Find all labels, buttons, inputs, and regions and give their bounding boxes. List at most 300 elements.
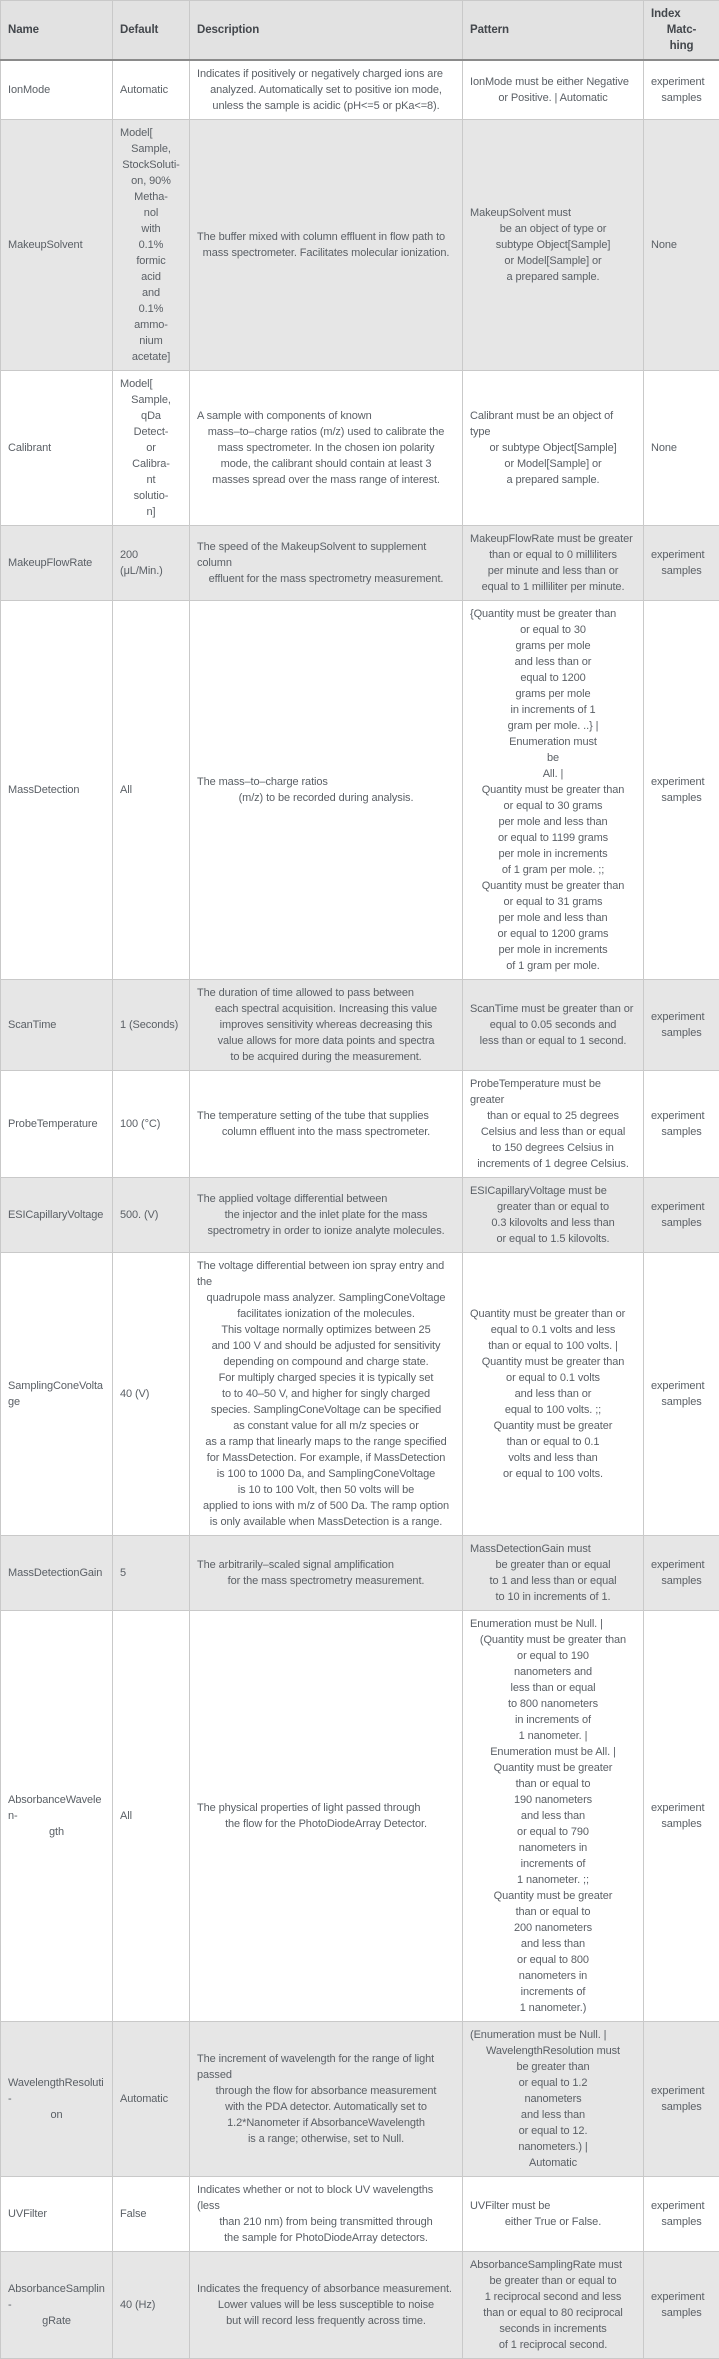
cell-line: seconds in increments [470, 2321, 636, 2337]
cell-line: through the flow for absorbance measurement [197, 2083, 455, 2099]
cell-default [113, 1536, 190, 1611]
cell-line: Quantity must be greater [470, 1760, 636, 1776]
cell-line: be greater than [470, 2059, 636, 2075]
cell-index-matching [644, 60, 719, 120]
cell-line: analyzed. Automatically set to positive ion mode, [197, 82, 455, 98]
table-row [1, 980, 719, 1071]
cell-line: is only available when MassDetection is a range. [197, 1514, 455, 1530]
cell-line: experiment [651, 1108, 712, 1124]
cell-description [190, 1178, 463, 1253]
cell-line: This voltage normally optimizes between 25 [197, 1322, 455, 1338]
cell-line: acetate] [120, 349, 182, 365]
cell-line: n] [120, 504, 182, 520]
cell-line: AbsorbanceSamplin- [8, 2281, 105, 2313]
cell-line: 500. (V) [120, 1207, 182, 1223]
cell-pattern [463, 1253, 644, 1536]
cell-pattern [463, 1611, 644, 2022]
cell-line: Pattern [470, 22, 636, 38]
cell-pattern [463, 2252, 644, 2359]
cell-line: nanometers [470, 2091, 636, 2107]
cell-line: of 1 gram per mole. ;; [470, 862, 636, 878]
cell-line: 200 nanometers [470, 1920, 636, 1936]
cell-line: column effluent into the mass spectrometer. [197, 1124, 455, 1140]
cell-index-matching [644, 601, 719, 980]
cell-name [1, 1611, 113, 2022]
cell-line: is 10 to 100 Volt, then 50 volts will be [197, 1482, 455, 1498]
cell-line: MakeupSolvent [8, 237, 105, 253]
cell-description [190, 526, 463, 601]
cell-line: and less than or [470, 654, 636, 670]
cell-line: equal to 0.1 volts and less [470, 1322, 636, 1338]
table-row [1, 2022, 719, 2177]
cell-pattern [463, 1536, 644, 1611]
cell-name [1, 60, 113, 120]
cell-line: ammo- [120, 317, 182, 333]
cell-line: Calibra- [120, 456, 182, 472]
cell-line: to 800 nanometers [470, 1696, 636, 1712]
cell-line: depending on compound and charge state. [197, 1354, 455, 1370]
cell-line: Index [651, 6, 712, 22]
cell-line: a prepared sample. [470, 472, 636, 488]
column-header-name [1, 1, 113, 61]
cell-line: or equal to 12. [470, 2123, 636, 2139]
cell-line: A sample with components of known [197, 408, 455, 424]
table-header [1, 1, 719, 61]
cell-line: samples [651, 1215, 712, 1231]
cell-line: mass spectrometer. Facilitates molecular ionization. [197, 245, 455, 261]
cell-line: Description [197, 22, 455, 38]
cell-line: or equal to 31 grams [470, 894, 636, 910]
cell-line: samples [651, 2099, 712, 2115]
cell-pattern [463, 526, 644, 601]
cell-name [1, 2252, 113, 2359]
cell-line: acid [120, 269, 182, 285]
cell-line: masses spread over the mass range of interest. [197, 472, 455, 488]
cell-pattern [463, 601, 644, 980]
cell-line: ProbeTemperature must be greater [470, 1076, 636, 1108]
cell-line: gram per mole. ..} | [470, 718, 636, 734]
table-body [1, 60, 719, 2359]
cell-line: UVFilter [8, 2206, 105, 2222]
cell-line: Enumeration must be Null. | [470, 1616, 636, 1632]
cell-line: experiment [651, 2289, 712, 2305]
cell-line: of 1 reciprocal second. [470, 2337, 636, 2353]
cell-line: or Model[Sample] or [470, 456, 636, 472]
column-header-description [190, 1, 463, 61]
cell-default [113, 2022, 190, 2177]
cell-line: for MassDetection. For example, if MassDetection [197, 1450, 455, 1466]
cell-line: on, 90% [120, 173, 182, 189]
cell-default [113, 2252, 190, 2359]
cell-line: (Quantity must be greater than [470, 1632, 636, 1648]
cell-line: gRate [8, 2313, 105, 2329]
cell-line: grams per mole [470, 686, 636, 702]
cell-line: is a range; otherwise, set to Null. [197, 2131, 455, 2147]
cell-name [1, 601, 113, 980]
cell-description [190, 1611, 463, 2022]
cell-line: The mass–to–charge ratios [197, 774, 455, 790]
cell-line: be [470, 750, 636, 766]
cell-line: nanometers in [470, 1840, 636, 1856]
cell-line: is 100 to 1000 Da, and SamplingConeVoltage [197, 1466, 455, 1482]
table-row [1, 60, 719, 120]
cell-line: experiment [651, 774, 712, 790]
cell-name [1, 1253, 113, 1536]
cell-line: to to 40–50 V, and higher for singly charged [197, 1386, 455, 1402]
cell-line: be greater than or equal to [470, 2273, 636, 2289]
cell-line: 5 [120, 1565, 182, 1581]
cell-line: The duration of time allowed to pass between [197, 985, 455, 1001]
cell-line: Quantity must be greater than [470, 878, 636, 894]
cell-line: less than or equal to 1 second. [470, 1033, 636, 1049]
cell-line: value allows for more data points and spectra [197, 1033, 455, 1049]
cell-line: Metha- [120, 189, 182, 205]
cell-line: a prepared sample. [470, 269, 636, 285]
cell-line: SamplingConeVoltage [8, 1378, 105, 1410]
cell-line: spectrometry in order to ionize analyte molecules. [197, 1223, 455, 1239]
cell-line: nt [120, 472, 182, 488]
cell-line: Model[ [120, 125, 182, 141]
cell-line: mass spectrometer. In the chosen ion polarity [197, 440, 455, 456]
cell-line: Automatic [470, 2155, 636, 2171]
cell-line: 190 nanometers [470, 1792, 636, 1808]
cell-line: ScanTime [8, 1017, 105, 1033]
cell-name [1, 526, 113, 601]
cell-description [190, 2252, 463, 2359]
cell-line: False [120, 2206, 182, 2222]
cell-line: 1 reciprocal second and less [470, 2289, 636, 2305]
cell-line: experiment [651, 547, 712, 563]
cell-line: AbsorbanceWavelen- [8, 1792, 105, 1824]
cell-index-matching [644, 526, 719, 601]
cell-line: qDa [120, 408, 182, 424]
cell-line: The physical properties of light passed through [197, 1800, 455, 1816]
cell-line: Quantity must be greater [470, 1418, 636, 1434]
cell-line: or equal to 100 volts. [470, 1466, 636, 1482]
cell-default [113, 371, 190, 526]
cell-line: and less than or [470, 1386, 636, 1402]
cell-index-matching [644, 1536, 719, 1611]
cell-line: All. | [470, 766, 636, 782]
cell-line: nanometers.) | [470, 2139, 636, 2155]
cell-index-matching [644, 120, 719, 371]
table-row [1, 120, 719, 371]
column-header-index-matching [644, 1, 719, 61]
cell-line: be greater than or equal [470, 1557, 636, 1573]
cell-line: than or equal to 80 reciprocal [470, 2305, 636, 2321]
cell-line: (Enumeration must be Null. | [470, 2027, 636, 2043]
cell-line: or Model[Sample] or [470, 253, 636, 269]
cell-line: solutio- [120, 488, 182, 504]
cell-line: be an object of type or [470, 221, 636, 237]
table-row [1, 601, 719, 980]
cell-line: 100 (°C) [120, 1116, 182, 1132]
cell-line: Model[ [120, 376, 182, 392]
cell-line: or equal to 1.2 [470, 2075, 636, 2091]
cell-line: per mole and less than [470, 814, 636, 830]
cell-line: experiment [651, 1199, 712, 1215]
table-row [1, 1611, 719, 2022]
cell-line: The increment of wavelength for the range of light passed [197, 2051, 455, 2083]
cell-line: WavelengthResolution must [470, 2043, 636, 2059]
cell-line: samples [651, 1573, 712, 1589]
cell-line: hing [651, 38, 712, 54]
cell-line: Detect- [120, 424, 182, 440]
cell-line: with [120, 221, 182, 237]
cell-line: or equal to 30 [470, 622, 636, 638]
cell-pattern [463, 371, 644, 526]
cell-description [190, 2177, 463, 2252]
cell-index-matching [644, 2252, 719, 2359]
cell-line: Lower values will be less susceptible to noise [197, 2297, 455, 2313]
table-row [1, 1071, 719, 1178]
cell-line: samples [651, 1025, 712, 1041]
cell-line: samples [651, 2214, 712, 2230]
cell-line: samples [651, 1124, 712, 1140]
cell-line: 1 nanometer.) [470, 2000, 636, 2016]
cell-default [113, 120, 190, 371]
cell-line: or equal to 1199 grams [470, 830, 636, 846]
cell-index-matching [644, 1071, 719, 1178]
cell-line: and less than [470, 1936, 636, 1952]
cell-line: and less than [470, 2107, 636, 2123]
cell-line: 1 (Seconds) [120, 1017, 182, 1033]
cell-line: experiment [651, 1009, 712, 1025]
cell-line: Calibrant [8, 440, 105, 456]
cell-line: or equal to 790 [470, 1824, 636, 1840]
cell-line: 0.3 kilovolts and less than [470, 1215, 636, 1231]
cell-line: The arbitrarily–scaled signal amplification [197, 1557, 455, 1573]
cell-pattern [463, 60, 644, 120]
cell-default [113, 526, 190, 601]
cell-line: or equal to 30 grams [470, 798, 636, 814]
cell-line: The voltage differential between ion spray entry and the [197, 1258, 455, 1290]
cell-line: ESICapillaryVoltage must be [470, 1183, 636, 1199]
cell-line: mass–to–charge ratios (m/z) used to calibrate the [197, 424, 455, 440]
cell-line: or equal to 800 [470, 1952, 636, 1968]
cell-line: Automatic [120, 82, 182, 98]
cell-line: The applied voltage differential between [197, 1191, 455, 1207]
cell-line: increments of [470, 1984, 636, 2000]
cell-line: experiment [651, 1378, 712, 1394]
cell-name [1, 2177, 113, 2252]
cell-default [113, 1611, 190, 2022]
cell-line: species. SamplingConeVoltage can be specified [197, 1402, 455, 1418]
cell-line: samples [651, 90, 712, 106]
column-header-default [113, 1, 190, 61]
cell-line: ESICapillaryVoltage [8, 1207, 105, 1223]
cell-line: Matc- [651, 22, 712, 38]
cell-line: Default [120, 22, 182, 38]
cell-line: experiment [651, 2083, 712, 2099]
cell-line: quadrupole mass analyzer. SamplingConeVoltage [197, 1290, 455, 1306]
cell-line: to be acquired during the measurement. [197, 1049, 455, 1065]
cell-pattern [463, 980, 644, 1071]
cell-index-matching [644, 1178, 719, 1253]
cell-line: per mole in increments [470, 942, 636, 958]
cell-line: IonMode [8, 82, 105, 98]
cell-pattern [463, 1071, 644, 1178]
cell-line: 40 (Hz) [120, 2297, 182, 2313]
cell-line: formic [120, 253, 182, 269]
cell-name [1, 1536, 113, 1611]
cell-line: UVFilter must be [470, 2198, 636, 2214]
table-row [1, 526, 719, 601]
column-header-pattern [463, 1, 644, 61]
cell-line: of 1 gram per mole. [470, 958, 636, 974]
cell-line: than or equal to 25 degrees [470, 1108, 636, 1124]
cell-line: Enumeration must [470, 734, 636, 750]
cell-line: or equal to 1200 grams [470, 926, 636, 942]
cell-name [1, 120, 113, 371]
cell-line: the sample for PhotoDiodeArray detectors. [197, 2230, 455, 2246]
cell-name [1, 371, 113, 526]
cell-default [113, 1253, 190, 1536]
cell-index-matching [644, 980, 719, 1071]
table-row [1, 1253, 719, 1536]
cell-line: samples [651, 563, 712, 579]
cell-line: to 150 degrees Celsius in [470, 1140, 636, 1156]
cell-line: per mole in increments [470, 846, 636, 862]
cell-line: per mole and less than [470, 910, 636, 926]
cell-pattern [463, 1178, 644, 1253]
cell-line: StockSoluti- [120, 157, 182, 173]
cell-line: The temperature setting of the tube that supplies [197, 1108, 455, 1124]
cell-line: MakeupSolvent must [470, 205, 636, 221]
cell-line: MassDetectionGain [8, 1565, 105, 1581]
cell-line: or equal to 1.5 kilovolts. [470, 1231, 636, 1247]
cell-name [1, 980, 113, 1071]
cell-line: experiment [651, 2198, 712, 2214]
cell-index-matching [644, 2022, 719, 2177]
cell-line: on [8, 2107, 105, 2123]
cell-line: Quantity must be greater than [470, 1354, 636, 1370]
cell-line: Calibrant must be an object of type [470, 408, 636, 440]
cell-line: as a ramp that linearly maps to the range specified [197, 1434, 455, 1450]
header-row [1, 1, 719, 61]
cell-line: MassDetectionGain must [470, 1541, 636, 1557]
cell-line: nol [120, 205, 182, 221]
cell-default [113, 2177, 190, 2252]
cell-default [113, 1178, 190, 1253]
cell-line: than or equal to 100 volts. | [470, 1338, 636, 1354]
cell-line: nanometers and [470, 1664, 636, 1680]
cell-line: subtype Object[Sample] [470, 237, 636, 253]
cell-line: to 10 in increments of 1. [470, 1589, 636, 1605]
cell-line: 40 (V) [120, 1386, 182, 1402]
cell-line: 1 nanometer. | [470, 1728, 636, 1744]
cell-line: MakeupFlowRate must be greater [470, 531, 636, 547]
cell-description [190, 2022, 463, 2177]
cell-line: WavelengthResoluti- [8, 2075, 105, 2107]
cell-line: 1.2*Nanometer if AbsorbanceWavelength [197, 2115, 455, 2131]
table-row [1, 1536, 719, 1611]
cell-line: All [120, 782, 182, 798]
cell-line: or Positive. | Automatic [470, 90, 636, 106]
cell-pattern [463, 2177, 644, 2252]
cell-line: per minute and less than or [470, 563, 636, 579]
cell-line: Quantity must be greater than [470, 782, 636, 798]
cell-description [190, 120, 463, 371]
cell-default [113, 1071, 190, 1178]
cell-line: ProbeTemperature [8, 1116, 105, 1132]
table-row [1, 371, 719, 526]
cell-line: applied to ions with m/z of 500 Da. The ramp option [197, 1498, 455, 1514]
cell-line: experiment [651, 1557, 712, 1573]
cell-line: either True or False. [470, 2214, 636, 2230]
cell-line: to 1 and less than or equal [470, 1573, 636, 1589]
cell-default [113, 601, 190, 980]
cell-line: facilitates ionization of the molecules. [197, 1306, 455, 1322]
cell-line: Indicates if positively or negatively charged ions are [197, 66, 455, 82]
cell-line: unless the sample is acidic (pH<=5 or pKa<=8). [197, 98, 455, 114]
cell-line: increments of 1 degree Celsius. [470, 1156, 636, 1172]
cell-name [1, 1178, 113, 1253]
cell-line: Celsius and less than or equal [470, 1124, 636, 1140]
cell-line: experiment [651, 74, 712, 90]
cell-line: grams per mole [470, 638, 636, 654]
cell-line: equal to 1200 [470, 670, 636, 686]
cell-line: samples [651, 790, 712, 806]
cell-line: samples [651, 1816, 712, 1832]
cell-index-matching [644, 371, 719, 526]
cell-line: than 210 nm) from being transmitted through [197, 2214, 455, 2230]
cell-line: 0.1% [120, 237, 182, 253]
cell-line: for the mass spectrometry measurement. [197, 1573, 455, 1589]
cell-index-matching [644, 1611, 719, 2022]
cell-line: equal to 1 milliliter per minute. [470, 579, 636, 595]
cell-line: than or equal to [470, 1904, 636, 1920]
cell-line: nium [120, 333, 182, 349]
cell-pattern [463, 120, 644, 371]
cell-line: 0.1% [120, 301, 182, 317]
cell-line: improves sensitivity whereas decreasing this [197, 1017, 455, 1033]
cell-line: and [120, 285, 182, 301]
cell-description [190, 1071, 463, 1178]
cell-line: None [651, 440, 712, 456]
cell-line: the injector and the inlet plate for the mass [197, 1207, 455, 1223]
cell-line: Indicates the frequency of absorbance measurement. [197, 2281, 455, 2297]
cell-line: experiment [651, 1800, 712, 1816]
cell-line: Enumeration must be All. | [470, 1744, 636, 1760]
cell-line: AbsorbanceSamplingRate must [470, 2257, 636, 2273]
cell-line: equal to 100 volts. ;; [470, 1402, 636, 1418]
cell-line: Sample, [120, 392, 182, 408]
cell-line: (m/z) to be recorded during analysis. [197, 790, 455, 806]
cell-line: Quantity must be greater than or [470, 1306, 636, 1322]
cell-line: gth [8, 1824, 105, 1840]
cell-description [190, 601, 463, 980]
cell-line: 200 (μL/Min.) [120, 547, 182, 579]
cell-line: or subtype Object[Sample] [470, 440, 636, 456]
table-row [1, 1178, 719, 1253]
cell-line: nanometers in [470, 1968, 636, 1984]
cell-description [190, 1253, 463, 1536]
cell-line: the flow for the PhotoDiodeArray Detector. [197, 1816, 455, 1832]
cell-line: Name [8, 22, 105, 38]
cell-line: than or equal to 0.1 [470, 1434, 636, 1450]
cell-line: and 100 V and should be adjusted for sensitivity [197, 1338, 455, 1354]
cell-line: ScanTime must be greater than or [470, 1001, 636, 1017]
cell-line: MakeupFlowRate [8, 555, 105, 571]
cell-line: For multiply charged species it is typically set [197, 1370, 455, 1386]
cell-name [1, 1071, 113, 1178]
cell-line: All [120, 1808, 182, 1824]
cell-line: The speed of the MakeupSolvent to supplement column [197, 539, 455, 571]
table-row [1, 2252, 719, 2359]
cell-line: 1 nanometer. ;; [470, 1872, 636, 1888]
cell-line: volts and less than [470, 1450, 636, 1466]
